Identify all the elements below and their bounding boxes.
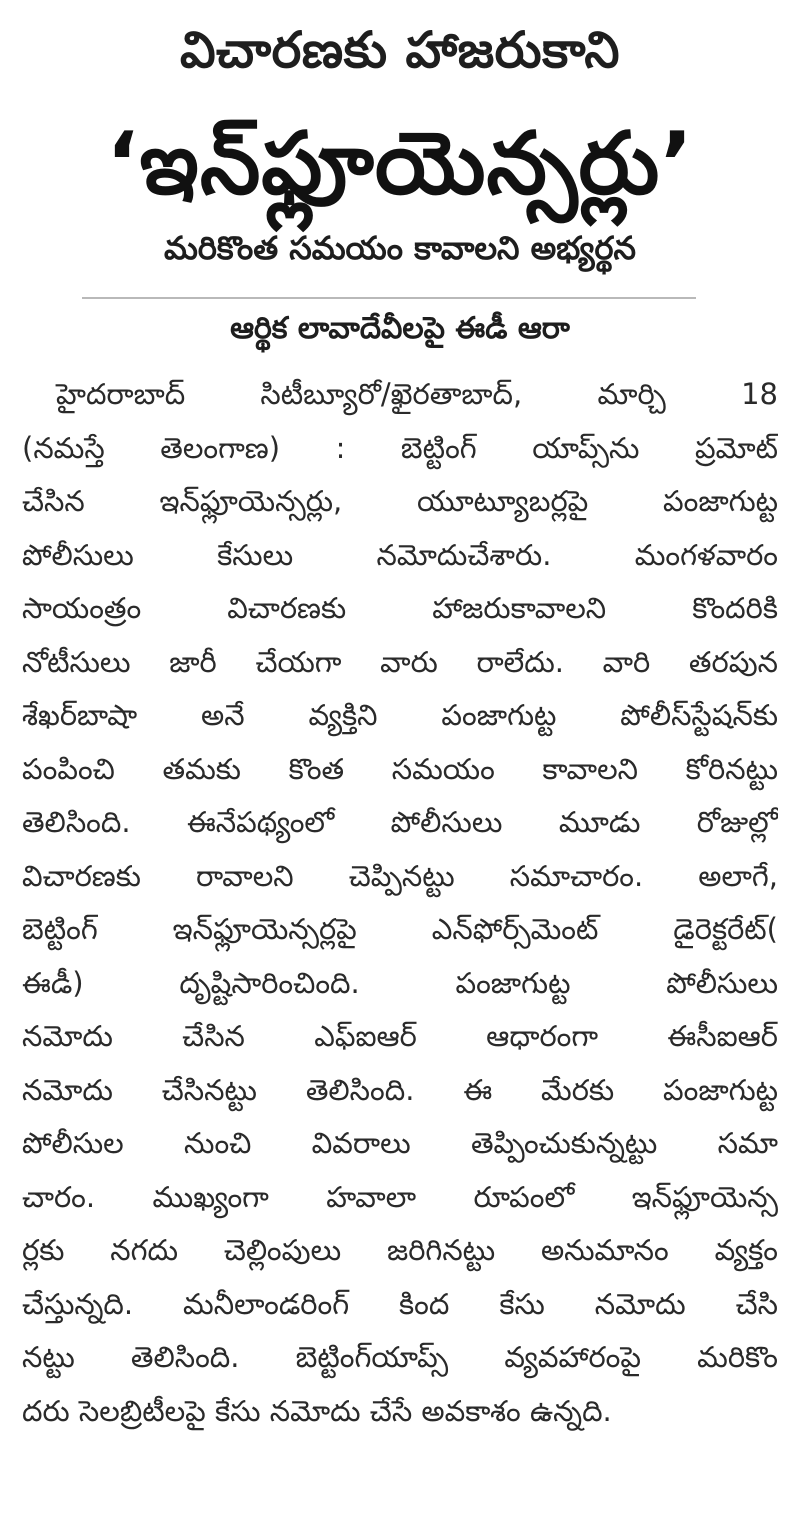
body-line: శేఖర్‌బాషా అనే వ్యక్తిని పంజాగుట్ట పోలీస్‌స్టేషన్‌కు <box>22 698 778 732</box>
body-line: నట్టు తెలిసింది. బెట్టింగ్‌యాప్స్ వ్యవహారంపై మరికొం <box>22 1340 778 1374</box>
body-line: నోటీసులు జారీ చేయగా వారు రాలేదు. వారి తరపున <box>22 644 778 679</box>
body-line: చేస్తున్నది. మనీలాండరింగ్ కింద కేసు నమోదు చేసి <box>22 1286 778 1321</box>
body-line: పోలీసులు కేసులు నమోదుచేశారు. మంగళవారం <box>22 537 778 572</box>
body-line: నమోదు చేసిన ఎఫ్ఐఆర్ ఆధారంగా ఈసీఐఆర్ <box>22 1019 778 1053</box>
body-line: చేసిన ఇన్‌ఫ్లూయెన్సర్లు, యూట్యూబర్లపై పంజాగుట్ట <box>22 484 778 518</box>
body-line: (నమస్తే తెలంగాణ) : బెట్టింగ్ యాప్స్‌ను ప్రమోట్ <box>22 430 778 465</box>
body-line: దరు సెలబ్రిటీలపై కేసు నమోదు చేసే అవకాశం ఉన్నది. <box>22 1393 612 1428</box>
body-line: ఈడీ) దృష్టిసారించింది. పంజాగుట్ట పోలీసులు <box>22 965 778 1000</box>
body-line: తెలిసింది. ఈనేపథ్యంలో పోలీసులు మూడు రోజుల్లో <box>22 805 778 839</box>
subheadline-secondary: ఆర్థిక లావాదేవీలపై ఈడీ ఆరా <box>230 311 570 346</box>
subheadline: మరికొంత సమయం కావాలని అభ్యర్థన <box>163 229 636 267</box>
body-line: విచారణకు రావాలని చెప్పినట్టు సమాచారం. అలాగే, <box>22 858 778 893</box>
body-line: ర్లకు నగదు చెల్లింపులు జరిగినట్టు అనుమానం వ్యక్తం <box>22 1233 778 1267</box>
body-line: హైదరాబాద్ సిటీబ్యూరో/ఖైరతాబాద్, మార్చి 18 <box>56 377 778 411</box>
divider <box>82 297 696 299</box>
body-line: బెట్టింగ్ ఇన్‌ఫ్లూయెన్సర్లపై ఎన్‌ఫోర్స్‌మెంట్ డైరెక్టరేట్( <box>22 912 778 946</box>
body-line: పోలీసుల నుంచి వివరాలు తెప్పించుకున్నట్టు సమా <box>22 1126 778 1160</box>
body-line: నమోదు చేసినట్టు తెలిసింది. ఈ మేరకు పంజాగుట్ట <box>22 1072 778 1107</box>
article-body <box>22 368 778 1438</box>
main-headline: ‘ఇన్‌ఫ్లూయెన్సర్లు’ <box>106 114 694 214</box>
body-line: పంపించి తమకు కొంత సమయం కావాలని కోరినట్టు <box>22 751 778 786</box>
kicker-headline: విచారణకు హాజరుకాని <box>179 21 620 79</box>
body-line: చారం. ముఖ్యంగా హవాలా రూపంలో ఇన్‌ఫ్లూయెన్స <box>22 1179 778 1214</box>
body-line: సాయంత్రం విచారణకు హాజరుకావాలని కొందరికి <box>22 591 778 625</box>
